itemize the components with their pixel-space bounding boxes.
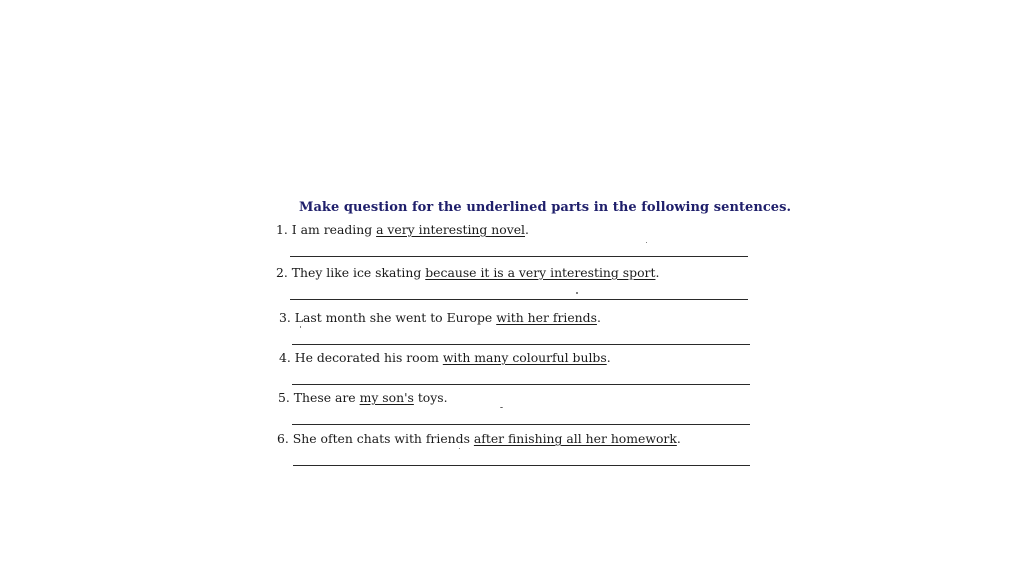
exercise-sentence	[276, 222, 529, 237]
answer-line[interactable]	[292, 344, 750, 345]
scan-speck	[576, 292, 578, 294]
exercise-6	[277, 431, 757, 471]
sentence-end: toys.	[417, 390, 448, 405]
answer-line[interactable]	[290, 256, 748, 257]
exercise-sentence	[278, 390, 448, 405]
exercise-number: 3.	[279, 310, 291, 325]
sentence-start: They like ice skating	[291, 265, 422, 280]
underlined-part: my son's	[359, 390, 414, 405]
sentence-start: I am reading	[291, 222, 373, 237]
scan-speck	[500, 407, 503, 408]
exercise-number: 1.	[276, 222, 288, 237]
underlined-part: with many colourful bulbs	[442, 350, 607, 365]
sentence-start: He decorated his room	[294, 350, 439, 365]
exercise-4	[279, 350, 759, 390]
underlined-part: a very interesting novel	[376, 222, 526, 237]
answer-line[interactable]	[292, 384, 750, 385]
exercise-5	[278, 390, 758, 430]
answer-line[interactable]	[293, 465, 750, 466]
worksheet	[270, 196, 792, 476]
underlined-part: because it is a very interesting sport	[425, 265, 656, 280]
exercise-3	[279, 310, 759, 350]
exercise-sentence	[279, 350, 611, 365]
exercise-number: 6.	[277, 431, 289, 446]
scan-speck	[459, 448, 460, 449]
answer-line[interactable]	[292, 424, 750, 425]
sentence-end: .	[676, 431, 681, 446]
instruction-heading: Make question for the underlined parts in the following sentences.	[299, 200, 792, 215]
exercise-1	[276, 222, 756, 262]
exercise-sentence	[276, 265, 659, 280]
sentence-end: .	[596, 310, 601, 325]
sentence-end: .	[606, 350, 611, 365]
sentence-end: .	[655, 265, 660, 280]
sentence-end: .	[525, 222, 529, 237]
exercise-sentence	[279, 310, 601, 325]
underlined-part: after finishing all her homework	[473, 431, 677, 446]
underlined-part: with her friends	[496, 310, 597, 325]
sentence-start: These are	[293, 390, 356, 405]
exercise-number: 4.	[279, 350, 291, 365]
scan-speck	[300, 326, 301, 328]
exercise-number: 5.	[278, 390, 290, 405]
sentence-start: She often chats with friends	[292, 431, 470, 446]
answer-line[interactable]	[290, 299, 748, 300]
exercise-2	[276, 265, 756, 305]
exercise-number: 2.	[276, 265, 288, 280]
sentence-start: Last month she went to Europe	[294, 310, 493, 325]
scan-speck	[646, 242, 647, 243]
exercise-sentence	[277, 431, 681, 446]
